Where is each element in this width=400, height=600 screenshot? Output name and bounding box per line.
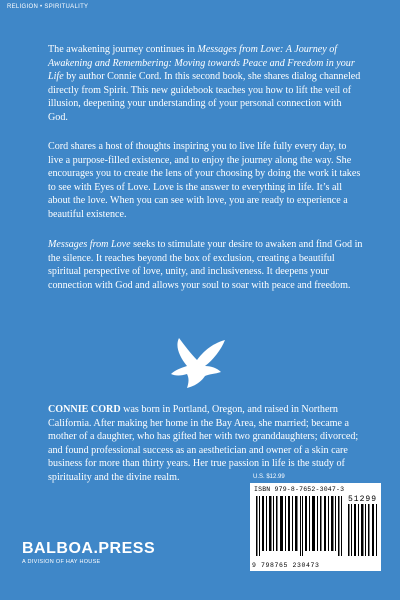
publisher-logo xyxy=(22,540,155,565)
description-paragraph-2: Cord shares a host of thoughts inspiring you to live life fully every day, to live a purpose-filled existence, and to enjoy the journey along the way. She encourages you to create the lens of your choosing by doing the work it takes to see with Eyes of Love. Love is the answer to everything in life. It’s all about the love. When you can see with love, you are ready to experience a beautiful existence. xyxy=(48,141,361,220)
p1-text-a: The awakening journey continues in xyxy=(48,44,198,55)
ean-digits: 9 798765 230473 xyxy=(252,562,320,569)
category-label: RELIGION • SPIRITUALITY xyxy=(7,4,89,10)
book-title-short: Messages from Love xyxy=(48,239,131,250)
author-bio-text: was born in Portland, Oregon, and raised in Northern California. After making her home in the Bay Area, she married; became a mother of a daughter, who has gifted her with two granddaughters; divorced; and found professional success as an aesthetician and owner of a skin care business for more than thirty years. Her true passion in life is the study of spirituality and the divine realm. xyxy=(48,404,359,483)
barcode xyxy=(250,483,381,571)
description-paragraph-3 xyxy=(48,238,363,292)
p3-text: seeks to stimulate your desire to awaken and find God in the silence. It reaches beyond the box of exclusion, creating a beautiful spiritual perspective of love, unity, and inclusiveness. It deepens your connection with God and allows your soul to soar with peace and freedom. xyxy=(48,239,363,291)
p1-text-b: by author Connie Cord. In this second book, she shares dialog channeled directly from Spirit. This new guidebook teaches you how to lift the veil of illusion, deepening your understanding of your personal connection with God. xyxy=(48,71,361,123)
isbn-label: ISBN 979-8-7652-3047-3 xyxy=(254,486,345,493)
price-addon-code: 51299 xyxy=(347,495,377,504)
dove-icon xyxy=(165,336,235,391)
author-bio xyxy=(48,403,363,485)
publisher-division: A DIVISION OF HAY HOUSE xyxy=(22,559,101,565)
author-name: CONNIE CORD xyxy=(48,404,121,415)
price-label: U.S. $12.99 xyxy=(253,474,285,480)
description-paragraph-1 xyxy=(48,43,363,125)
book-title: Messages from Love: A Journey of Awakening and Remembering: Moving towards Peace and Freedom in your Life xyxy=(48,44,355,83)
barcode-bars xyxy=(256,496,378,556)
publisher-name: BALBOA.PRESS xyxy=(22,540,156,557)
